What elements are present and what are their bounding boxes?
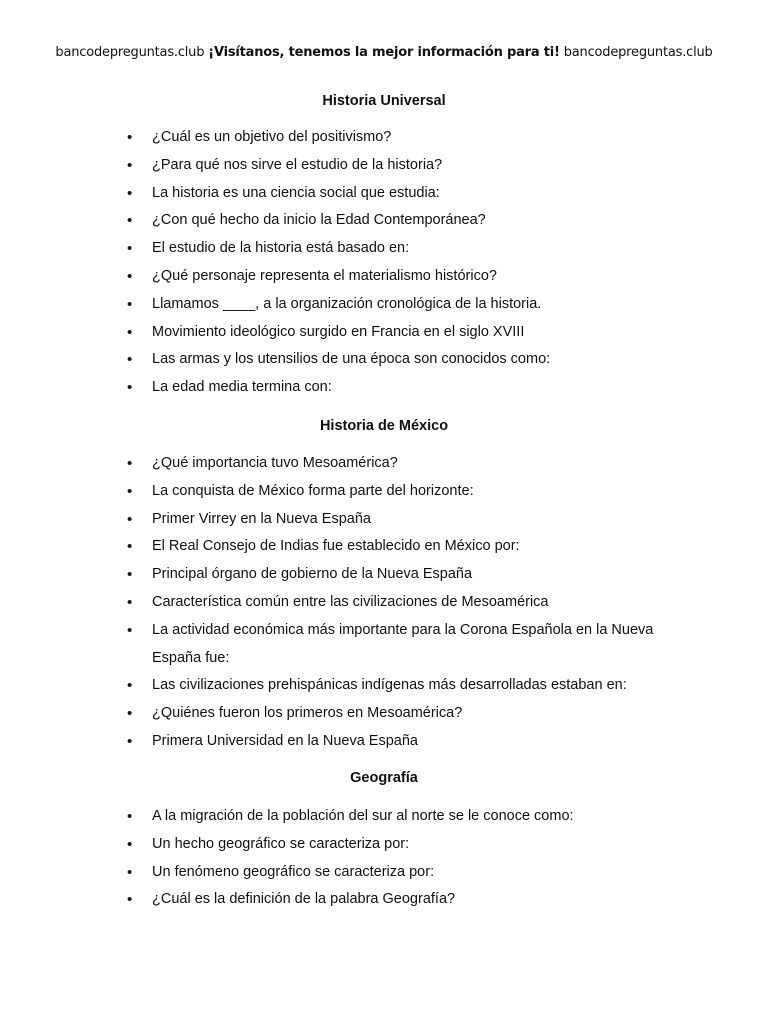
list-item: • Las armas y los utensilios de una época son conocidos como:: [0, 346, 672, 374]
list-item: • ¿Cuál es un objetivo del positivismo?: [0, 124, 672, 152]
list-item: • ¿Quiénes fueron los primeros en Mesoamérica?: [0, 700, 672, 728]
section-title-historia-de-mexico: Historia de México: [319, 418, 449, 434]
list-item: • ¿Para qué nos sirve el estudio de la historia?: [0, 152, 672, 180]
list-item: • ¿Con qué hecho da inicio la Edad Contemporánea?: [0, 207, 672, 235]
header-site-left: bancodepreguntas.club: [55, 45, 205, 60]
list-item: • ¿Qué importancia tuvo Mesoamérica?: [0, 450, 672, 478]
list-item: • Primer Virrey en la Nueva España: [0, 506, 672, 534]
list-item: • La edad media termina con:: [0, 374, 672, 402]
list-item: • La historia es una ciencia social que estudia:: [0, 180, 672, 208]
question-list-geografia: [0, 803, 672, 914]
list-item: • La actividad económica más importante para la Corona Española en la Nueva España fue:: [0, 617, 672, 673]
question-list-historia-universal: [0, 124, 672, 402]
list-item: • A la migración de la población del sur al norte se le conoce como:: [0, 803, 672, 831]
list-item: • Llamamos ____, a la organización cronológica de la historia.: [0, 291, 672, 319]
section-title-geografia: Geografía: [350, 770, 418, 786]
page-header: [0, 45, 768, 61]
list-item: • El Real Consejo de Indias fue establecido en México por:: [0, 533, 672, 561]
list-item: • ¿Cuál es la definición de la palabra Geografía?: [0, 886, 672, 914]
list-item: • El estudio de la historia está basado en:: [0, 235, 672, 263]
header-tagline: ¡Visítanos, tenemos la mejor información para ti!: [208, 45, 560, 60]
header-site-right: bancodepreguntas.club: [563, 45, 713, 60]
list-item: • Movimiento ideológico surgido en Francia en el siglo XVIII: [0, 319, 672, 347]
list-item: • Un hecho geográfico se caracteriza por:: [0, 831, 672, 859]
list-item: • Característica común entre las civilizaciones de Mesoamérica: [0, 589, 672, 617]
list-item: • Principal órgano de gobierno de la Nueva España: [0, 561, 672, 589]
list-item: • Un fenómeno geográfico se caracteriza por:: [0, 859, 672, 887]
list-item: • Primera Universidad en la Nueva España: [0, 728, 672, 756]
list-item: • ¿Qué personaje representa el materialismo histórico?: [0, 263, 672, 291]
section-title-historia-universal: Historia Universal: [322, 93, 446, 109]
question-list-historia-de-mexico: [0, 450, 672, 756]
list-item: • Las civilizaciones prehispánicas indígenas más desarrolladas estaban en:: [0, 672, 672, 700]
list-item: • La conquista de México forma parte del horizonte:: [0, 478, 672, 506]
